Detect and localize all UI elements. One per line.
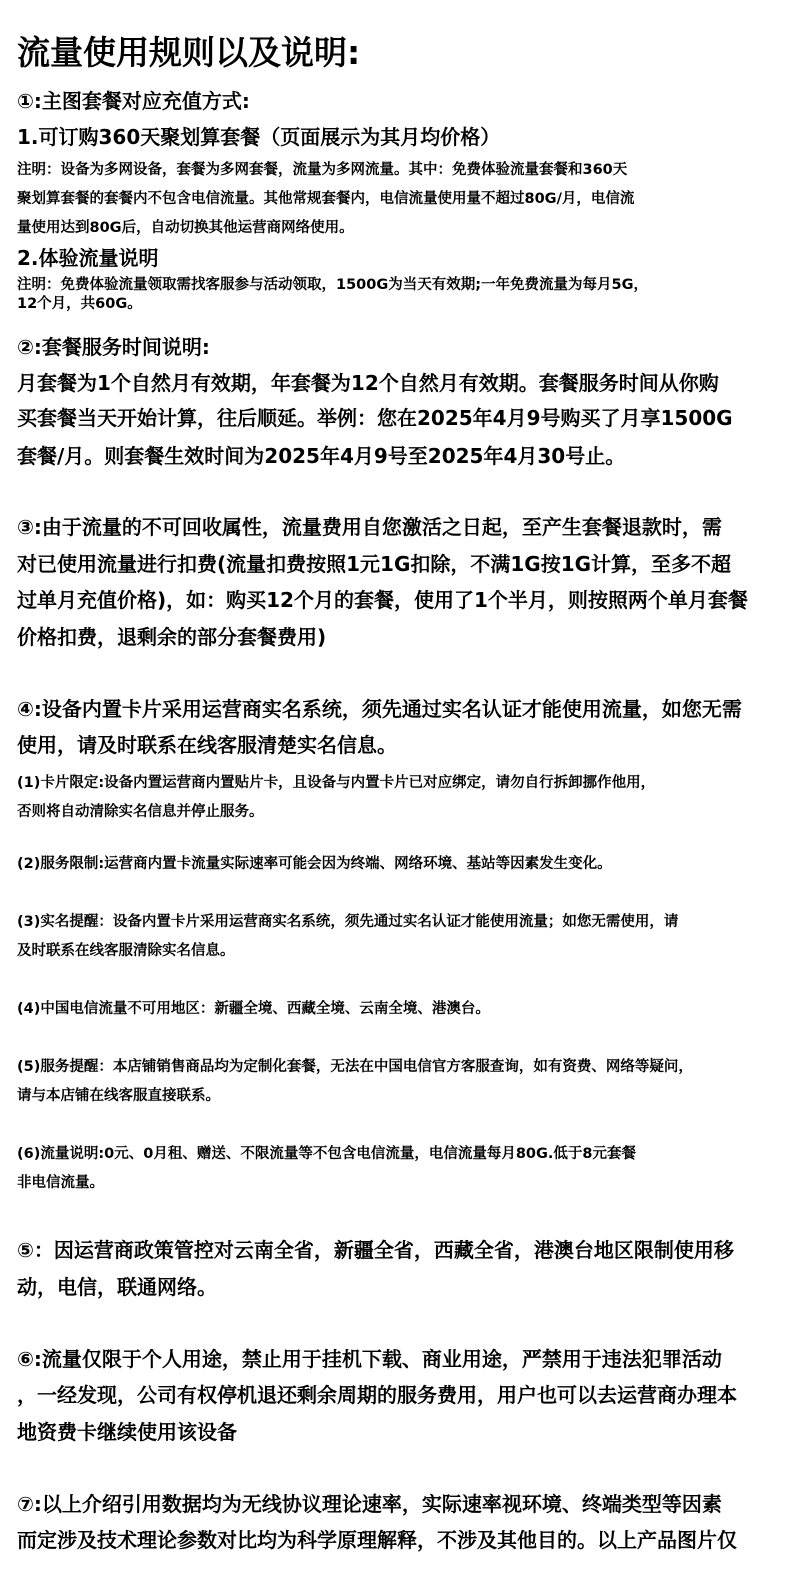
section-1-note2-line: 12个月，共60G。 (17, 296, 142, 312)
section-6-line: ⑥:流量仅限于个人用途，禁止用于挂机下载、商业用途，严禁用于违法犯罪活动 (17, 1347, 722, 1371)
section-4-item: (2)服务限制:运营商内置卡流量实际速率可能会因为终端、网络环境、基站等因素发生变化。 (17, 856, 612, 872)
section-6-line: ，一经发现，公司有权停机退还剩余周期的服务费用，用户也可以去运营商办理本 (17, 1383, 737, 1407)
section-3-line: 过单月充值价格)，如：购买12个月的套餐，使用了1个半月，则按照两个单月套餐 (17, 588, 748, 612)
section-4-line: ④:设备内置卡片采用运营商实名系统，须先通过实名认证才能使用流量，如您无需 (17, 697, 742, 721)
section-4-item: 否则将自动清除实名信息并停止服务。 (17, 804, 264, 820)
section-4-item: 非电信流量。 (17, 1175, 104, 1191)
section-1-heading: ①:主图套餐对应充值方式: (17, 89, 250, 113)
section-1-note1-line: 注明：设备为多网设备，套餐为多网套餐，流量为多网流量。其中：免费体验流量套餐和360天 (17, 162, 628, 178)
section-1-sub1: 1.可订购360天聚划算套餐（页面展示为其月均价格） (17, 125, 501, 149)
section-4-item: (6)流量说明:0元、0月租、赠送、不限流量等不包含电信流量，电信流量每月80G.低于8元套餐 (17, 1146, 636, 1162)
section-5-line: 动，电信，联通网络。 (17, 1275, 217, 1299)
section-6-line: 地资费卡继续使用该设备 (17, 1420, 237, 1444)
section-4-item: (3)实名提醒：设备内置卡片采用运营商实名系统，须先通过实名认证才能使用流量；如您无需使用，请 (17, 914, 679, 930)
section-1-note1-line: 量使用达到80G后，自动切换其他运营商网络使用。 (17, 220, 354, 236)
section-3-line: 对已使用流量进行扣费(流量扣费按照1元1G扣除，不满1G按1G计算，至多不超 (17, 552, 732, 576)
section-2-line: 买套餐当天开始计算，往后顺延。举例：您在2025年4月9号购买了月享1500G (17, 406, 733, 430)
section-4-item: 及时联系在线客服清除实名信息。 (17, 943, 235, 959)
section-1-note1-line: 聚划算套餐的套餐内不包含电信流量。其他常规套餐内，电信流量使用量不超过80G/月，电信流 (17, 191, 635, 207)
section-4-item: (1)卡片限定:设备内置运营商内置贴片卡，且设备与内置卡片已对应绑定，请勿自行拆卸挪作他用， (17, 775, 656, 791)
section-1-note2-line: 注明：免费体验流量领取需找客服参与活动领取，1500G为当天有效期;一年免费流量为每月5G， (17, 277, 649, 293)
section-2-heading: ②:套餐服务时间说明: (17, 335, 210, 359)
section-3-line: ③:由于流量的不可回收属性，流量费用自您激活之日起，至产生套餐退款时，需 (17, 515, 722, 539)
section-5-line: ⑤：因运营商政策管控对云南全省，新疆全省，西藏全省，港澳台地区限制使用移 (17, 1238, 734, 1262)
section-4-line: 使用，请及时联系在线客服清楚实名信息。 (17, 733, 397, 757)
section-4-item: (5)服务提醒：本店铺销售商品均为定制化套餐，无法在中国电信官方客服查询，如有资费、网络等疑问， (17, 1059, 693, 1075)
page-title: 流量使用规则以及说明: (17, 33, 361, 72)
section-2-line: 套餐/月。则套餐生效时间为2025年4月9号至2025年4月30号止。 (17, 444, 626, 468)
section-7-line: 而定涉及技术理论参数对比均为科学原理解释，不涉及其他目的。以上产品图片仅 (17, 1528, 737, 1552)
section-4-item: (4)中国电信流量不可用地区：新疆全境、西藏全境、云南全境、港澳台。 (17, 1001, 490, 1017)
section-3-line: 价格扣费，退剩余的部分套餐费用) (17, 625, 327, 649)
section-2-line: 月套餐为1个自然月有效期，年套餐为12个自然月有效期。套餐服务时间从你购 (17, 371, 719, 395)
section-7-line: ⑦:以上介绍引用数据均为无线协议理论速率，实际速率视环境、终端类型等因素 (17, 1492, 722, 1516)
section-1-sub2: 2.体验流量说明 (17, 246, 159, 270)
section-4-item: 请与本店铺在线客服直接联系。 (17, 1088, 220, 1104)
